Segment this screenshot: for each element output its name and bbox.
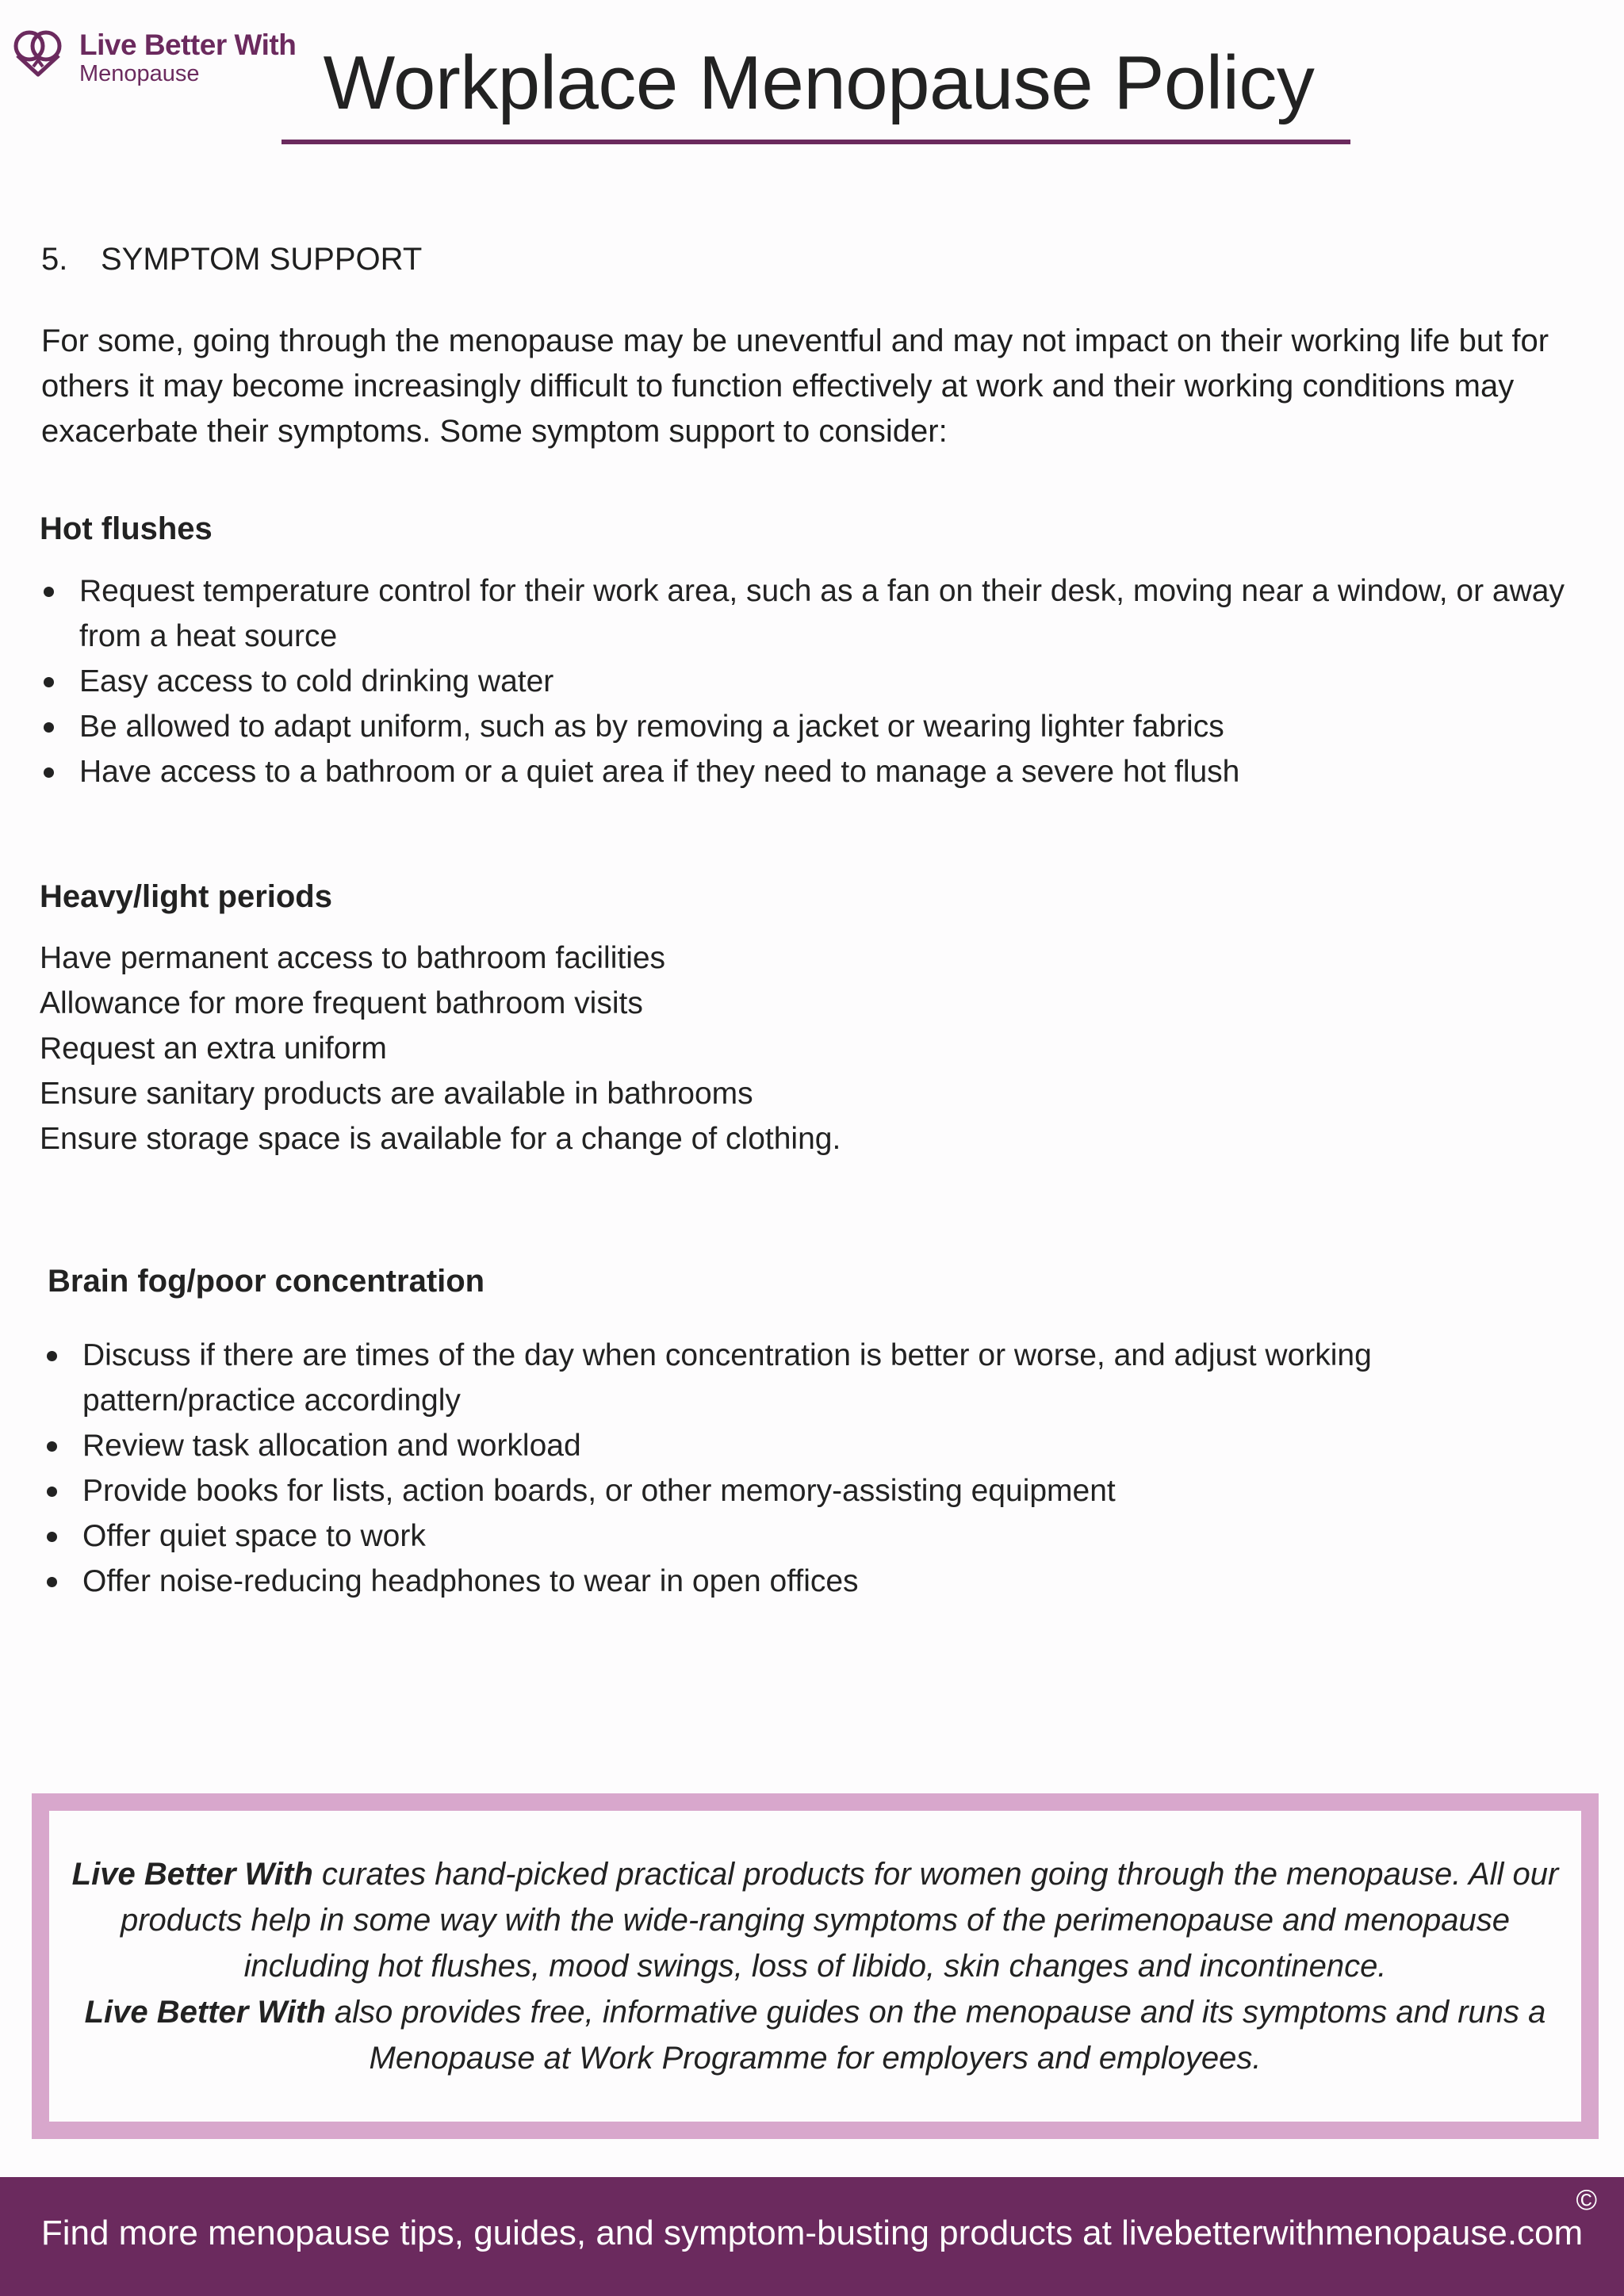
list-item: Easy access to cold drinking water: [40, 659, 1586, 704]
list-item: Ensure sanitary products are available in bathrooms: [40, 1077, 753, 1111]
about-box-content: [49, 1811, 1581, 2122]
footer-text: Find more menopause tips, guides, and symptom-busting products at livebetterwithmenopause.com: [40, 2214, 1584, 2252]
hot-flushes-heading: Hot flushes: [40, 511, 213, 546]
about-paragraph-2: [65, 1989, 1565, 2081]
about-box: [32, 1793, 1599, 2139]
section-heading: [41, 242, 422, 277]
brain-fog-heading: Brain fog/poor concentration: [48, 1264, 485, 1299]
list-item: Review task allocation and workload: [43, 1423, 1438, 1468]
brain-fog-list: [43, 1333, 1438, 1604]
section-number: 5.: [41, 242, 68, 277]
logo-brand-name: Live Better With: [79, 29, 297, 61]
section-title: SYMPTOM SUPPORT: [101, 242, 423, 277]
hot-flushes-list: [40, 568, 1586, 794]
heart-rings-icon: [10, 27, 70, 81]
list-item: Have permanent access to bathroom facilities: [40, 941, 666, 975]
page-title: Workplace Menopause Policy: [323, 40, 1315, 125]
about-text-2: also provides free, informative guides on the menopause and its symptoms and runs a Menopause at Work Programme for employers and employees.: [325, 1995, 1546, 2076]
periods-list: [40, 936, 841, 1161]
list-item: Offer quiet space to work: [43, 1513, 1438, 1559]
title-underline: [282, 140, 1350, 144]
brand-name: Live Better With: [84, 1995, 326, 2030]
list-item: Allowance for more frequent bathroom visits: [40, 986, 643, 1020]
list-item: Discuss if there are times of the day when concentration is better or worse, and adjust working pattern/practice accordingly: [43, 1333, 1438, 1423]
periods-heading: Heavy/light periods: [40, 879, 332, 914]
about-text-1: curates hand-picked practical products for women going through the menopause. All our products help in some way with the wide-ranging symptoms of the perimenopause and menopause including hot flushes, mood swings, loss of libido, skin changes and incontinence.: [120, 1857, 1559, 1984]
list-item: Provide books for lists, action boards, or other memory-assisting equipment: [43, 1468, 1438, 1513]
list-item: Offer noise-reducing headphones to wear in open offices: [43, 1559, 1438, 1604]
copyright-icon: ©: [1576, 2183, 1597, 2216]
about-paragraph-1: [65, 1851, 1565, 1989]
logo-subtitle: Menopause: [79, 61, 200, 86]
intro-paragraph: For some, going through the menopause may be uneventful and may not impact on their working life but for others it may become increasingly difficult to function effectively at work and their working conditions may exacerbate their symptoms. Some symptom support to consider:: [41, 323, 1549, 449]
list-item: Request an extra uniform: [40, 1031, 387, 1066]
footer-banner: [0, 2177, 1624, 2296]
list-item: Have access to a bathroom or a quiet area if they need to manage a severe hot flush: [40, 749, 1586, 794]
list-item: Request temperature control for their work area, such as a fan on their desk, moving near a window, or away from a heat source: [40, 568, 1586, 659]
list-item: Ensure storage space is available for a change of clothing.: [40, 1122, 841, 1156]
brand-name: Live Better With: [71, 1857, 313, 1892]
list-item: Be allowed to adapt uniform, such as by removing a jacket or wearing lighter fabrics: [40, 704, 1586, 749]
brand-logo: [10, 27, 296, 86]
